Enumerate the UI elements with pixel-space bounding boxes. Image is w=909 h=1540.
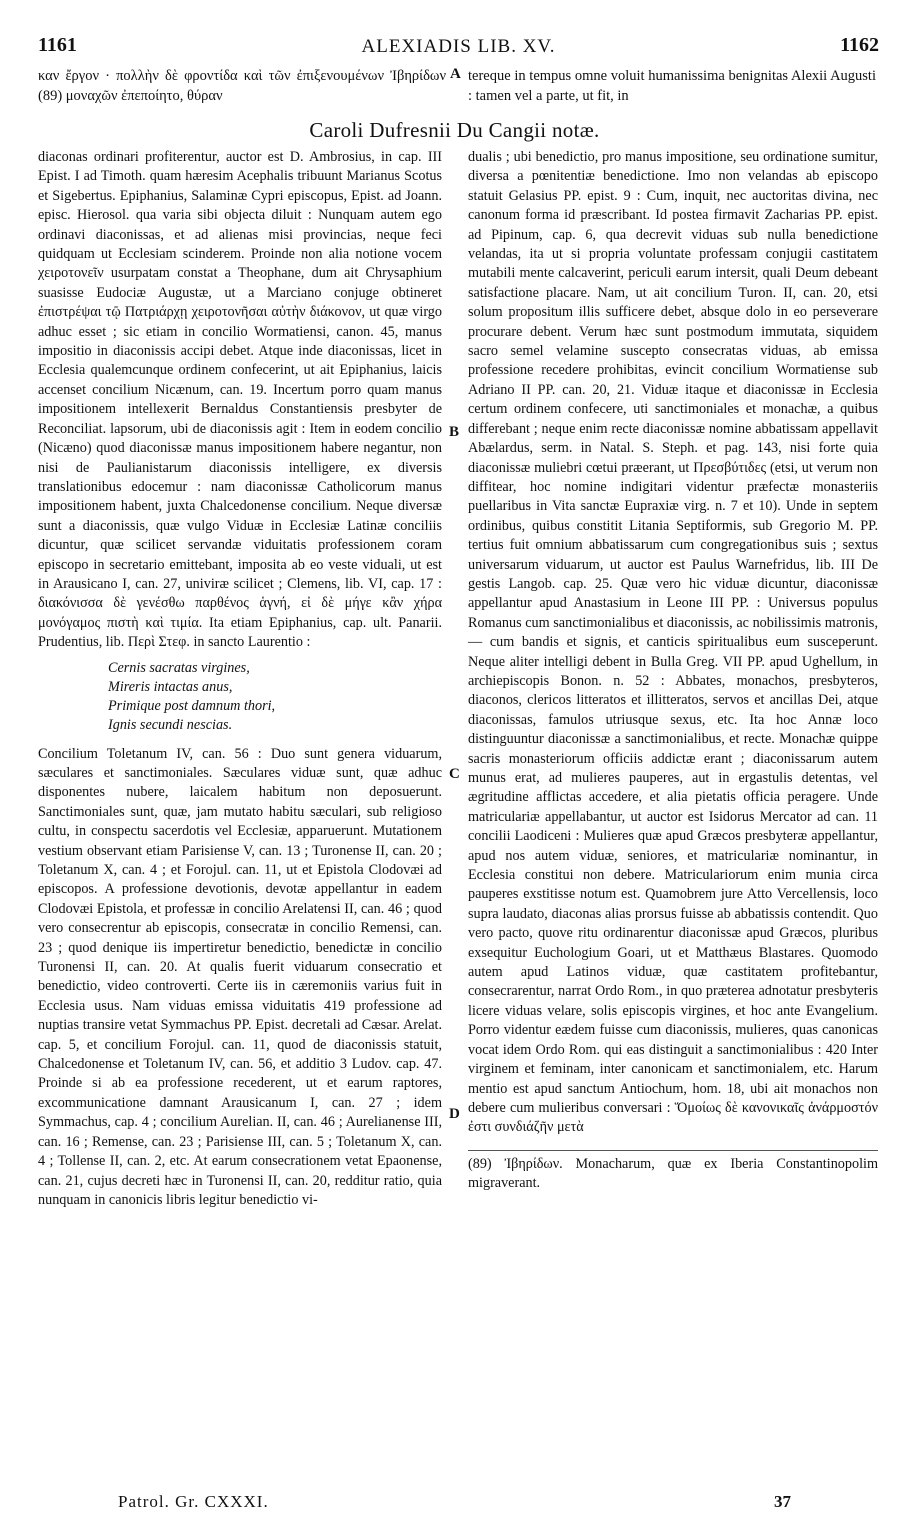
section-marker-d: D [449, 1106, 460, 1122]
notes-paragraph: dualis ; ubi benedictio, pro manus impositione, seu ordinatione sumitur, diversa a pœnitentiæ benedictione. Imo non velandas ab episcopo statuit Gelasius PP. epist. 9 : Cum, inquit, nec auctoritas divina, nec canonum forma id præscribant. Id postea firmavit Zacharias PP. epist. ad Pipinum, cap. 6, qua decrevit viduas sub nulla benedictione velandas, ita ut si propria voluntate professam conjugii castitatem mutabili mente calcaverint, periculi earum intersit, quali Deum debeant satisfactione placare. Nam, ut ait concilium Turon. II, can. 20, etsi solum propositum illis sufficere debet, absque dolo in eo perseverare procurare debent. Verum hæc sunt postmodum immutata, siquidem sacro semel velamine suscepto consecratas viduas, ab emissa professione recedere prohibitas, evincit concilium Wormatiense sub Adriano II PP. can. 20, 21. Viduæ itaque et diaconissæ in Ecclesia certum ordinem confecere, uti sanctimoniales et monachæ, a quibus differebant ; neque enim recte diaconissæ nomine abbatissam appellavit Abælardus, serm. in Natal. S. Steph. et pag. 143, nisi forte quia diaconissæ muliebri cœtui præerant, ut Πρεσβύτιδες (etsi, ut verum non diffitear, hoc nomine indigitari videntur præfectæ monasteriis puellaribus in Vita sanctæ Eupraxiæ virg. n. 7 et 10). Unde in septem ordinibus, quibus constitit Litania Septiformis, sub Gregorio M. PP. tertius fuit omnium abbatissarum cum congregationibus suis ; sextus universarum viduarum, ut auctor est Paulus Warnefridus, lib. III De gestis Langob. cap. 25. Quæ vero hic viduæ dicuntur, diaconissæ appellantur apud Anastasium in Leone III PP. : Universus populus Romanus cum sanctimonialibus et diaconissis, ac nobilissimis matronis, — cum bandis et signis, et canticis spiritualibus eum susceperunt. Neque aliter intelligi debent in Bulla Greg. VII PP. apud Ughellum, in archiepiscopis Bonon. n. 52 : Abbates, monachos, presbyteros, diaconos, clericos litteratos et illitteratos, servos et ancillas Dei, atque diaconissas, famulos utriusque sexus, etc. Ita hoc Annæ loco distinguuntur diaconissæ a sanctimonialibus, et recte. Monachæ quippe sacris monasteriorum officiis addictæ erant ; diaconissarum autem munus erat, ad mulieres pauperes, aut in ergastulis detentas, vel ægritudine afflictas accedere, et alia pietatis officia peragere. Unde matriculariæ appellabantur, ut auctor est Isidorus Mercator ad can. 11 concilii Laodiceni : Mulieres quæ apud Græcos presbyteræ appellantur, apud nos autem viduæ, seniores, et matriculariæ nominantur, in Ecclesia constitui non debere. Matriculariorum enim munia circa pauperes exstitisse notum est. Quamobrem jure Atto Vercellensis, loco supra laudato, diaconas alias prorsus fuisse ab abbatissis contendit. Quo vero pacto, quove ritu ordinarentur diaconissæ apud Græcos, pluribus exsequitur Euchologium Goari, ut et Matthæus Blastares. Quomodo autem apud Latinos viduæ, quæ castitatem profitebantur, consecrarentur, narrat Ordo Rom., in quo præterea adnotatur presbyteris licere viduas velare, solis episcopis virgines, et hoc ante Evangelium. Porro videntur eædem fuisse cum diaconissis, mulieres, quas canonicas vocat idem Ordo Rom. qui eas distinguit a sanctimonialibus : 420 Inter virginem et feminam, inter canonicam et sanctimonialem, etc. Harum mentio est apud sanctum Antiochum, hom. 18, ubi ait monachos non debere cum mulieribus conversari : Ὅμοίως δὲ κανονικαῖς ἀνάρμοστόν ἐστι συνδιάζῆν μετὰ [468, 149, 878, 1136]
notes-column-left [38, 148, 442, 1210]
page-number-left: 1161 [38, 34, 77, 56]
section-marker-b: B [449, 424, 460, 440]
notes-title: Caroli Dufresnii Du Cangii notæ. [309, 118, 600, 142]
verse-quote [108, 659, 442, 735]
verse-line: Primique post damnum thori, [108, 697, 276, 714]
page-number-right: 1162 [840, 34, 879, 56]
series-signature: Patrol. Gr. CXXXI. [118, 1492, 269, 1511]
verse-line: Mireris intactas anus, [108, 678, 233, 695]
main-text-left: καν ἔργον · πολλὴν δὲ φροντίδα καὶ τῶν ἐπιξενουμένων Ἰβηρίδων (89) μοναχῶν ἐπεποίητο, θύραν [38, 68, 446, 104]
main-text-right: tereque in tempus omne voluit humanissima benignitas Alexii Augusti : tamen vel a parte, ut fit, in [468, 68, 876, 104]
section-marker-a: A [450, 66, 461, 82]
notes-paragraph: Concilium Toletanum IV, can. 56 : Duo sunt genera viduarum, sæculares et sanctimoniales. Sæculares viduæ sunt, quæ adhuc disponentes nubere, laicalem habitum non deposuerunt. Sanctimoniales sunt, quæ, jam mutato habitu sæculari, sub religioso cultu, in conspectu sacerdotis vel Ecclesiæ, apparuerunt. Mutationem vestium observant etiam Parisiense V, can. 13 ; Turonense II, can. 20 ; Toletanum X, can. 4 ; et Forojul. can. 11, ut et Epistola Clodovæi ad episcopos. A professione devotionis, devotæ appellantur in eadem Clodovæi Epistola, et professæ in concilio Arelatensi II, can. 46 ; quod vero consecrentur ab episcopis, consecratæ in concilio Remensi, can. 23 ; quod denique iis impertiretur benedictio, benedictæ in concilio Turonensi II, can. 20. At qualis fuerit viduarum consecratio et benedictio, video controverti. Certe iis in cæremoniis varius fuit in Ecclesia usus. Nam viduas emissa viduitatis 419 professione ad nuptias transire vetat Symmachus PP. Epist. decretali ad Cæsar. Arelat. cap. 5, et concilium Forojul. can. 11, quod de diaconissis statuit, Chalcedonense et Toletanum IV, can. 56, et additio 3 Ludov. cap. 47. Proinde si ab ea professione recederent, ut et earum raptores, excommunicatione damnant Arausicanum I, can. 27 ; idem Symmachus, cap. 4 ; concilium Aurelian. II, can. 46 ; Aurelianense III, can. 16 ; Remense, can. 23 ; Parisiense III, can. 5 ; Toletanum X, can. 4 ; Tollense II, can. 2, etc. At earum consecrationem vetat Epaonense, can. 21, cujus decreti hæc in Turonensi II, can. 20, redditur ratio, quia nunquam in canonicis libris legitur benedictio vi- [38, 745, 442, 1208]
section-marker-c: C [449, 766, 460, 782]
notes-paragraph: diaconas ordinari profiterentur, auctor est D. Ambrosius, in cap. III Epist. I ad Timoth. quam hæresim Acephalis tribuunt Marianus Scotus et Sigebertus. Epiphanius, Salaminæ Cypri episcopus, Epist. ad Joann. episc. Hierosol. qua varia sibi objecta diluit : Nunquam autem ego ordinavi diaconissas, et ad alienas misi provincias, neque feci quidquam ut Ecclesiam scinderem. Proinde non alia notione vocem χειροτονεῖν usurpatam constat a Theophane, dum ait Chrysaphium suasisse Eudociæ Augustæ, ut a Marciano conjuge obtineret ἐπιστρέψαι τῷ Πατριάρχῃ χειροτονῆσαι αὐτὴν διάκονον, ut quæ virgo adhuc esset ; sic etiam in concilio Wormatiensi, canon. 45, manus impositio in diaconissis accipi debet. Atque inde diaconissas, licet in Ecclesia qualemcunque ordinem confecerint, ut ait Epiphanius, laicis accenset concilium Nicænum, can. 19. Incertum porro quam manus impositionem intellexerit Bernaldus Constantiensis presbyter de Reconciliat. lapsorum, ubi de diaconissis agit : Item in eodem concilio (Nicæno) quod diaconissæ manus impositionem habere negantur, non nisi de Paulianistarum diaconissis intelligere, ex diversis translationibus edocemur : nam diaconissæ Catholicorum manus impositionem habent, juxta Chalcedonense concilium. Neque diversæ sunt a diaconissis, quæ vulgo Viduæ in Ecclesiæ Latinæ conciliis dicuntur, quæ scilicet servandæ viduitatis professionem coram episcopo in secretario emittebant, imposita ab eo veste viduali, ut est in Arausicano I, can. 27, univiræ scilicet ; Clemens, lib. VI, cap. 17 : διακόνισσα δὲ γενέσθω παρθένος ἁγνή, εἰ δὲ μήγε κἂν χήρα μονόγαμος πιστὴ καὶ τιμία. Ita etiam Epiphanius, cap. ult. Panarii. Prudentius, lib. Περὶ Στεφ. in sancto Laurentio : [38, 149, 442, 651]
page-footer [118, 1492, 791, 1518]
verse-line: Cernis sacratas virgines, [108, 659, 250, 676]
sheet-number: 37 [774, 1492, 791, 1511]
footnote: (89) Ἰβηρίδων. Monacharum, quæ ex Iberia Constantinopolim migraverant. [468, 1150, 878, 1194]
running-title: ALEXIADIS LIB. XV. [361, 36, 556, 57]
running-header [38, 34, 879, 60]
verse-line: Ignis secundi nescias. [108, 716, 233, 733]
notes-column-right [468, 148, 878, 1194]
